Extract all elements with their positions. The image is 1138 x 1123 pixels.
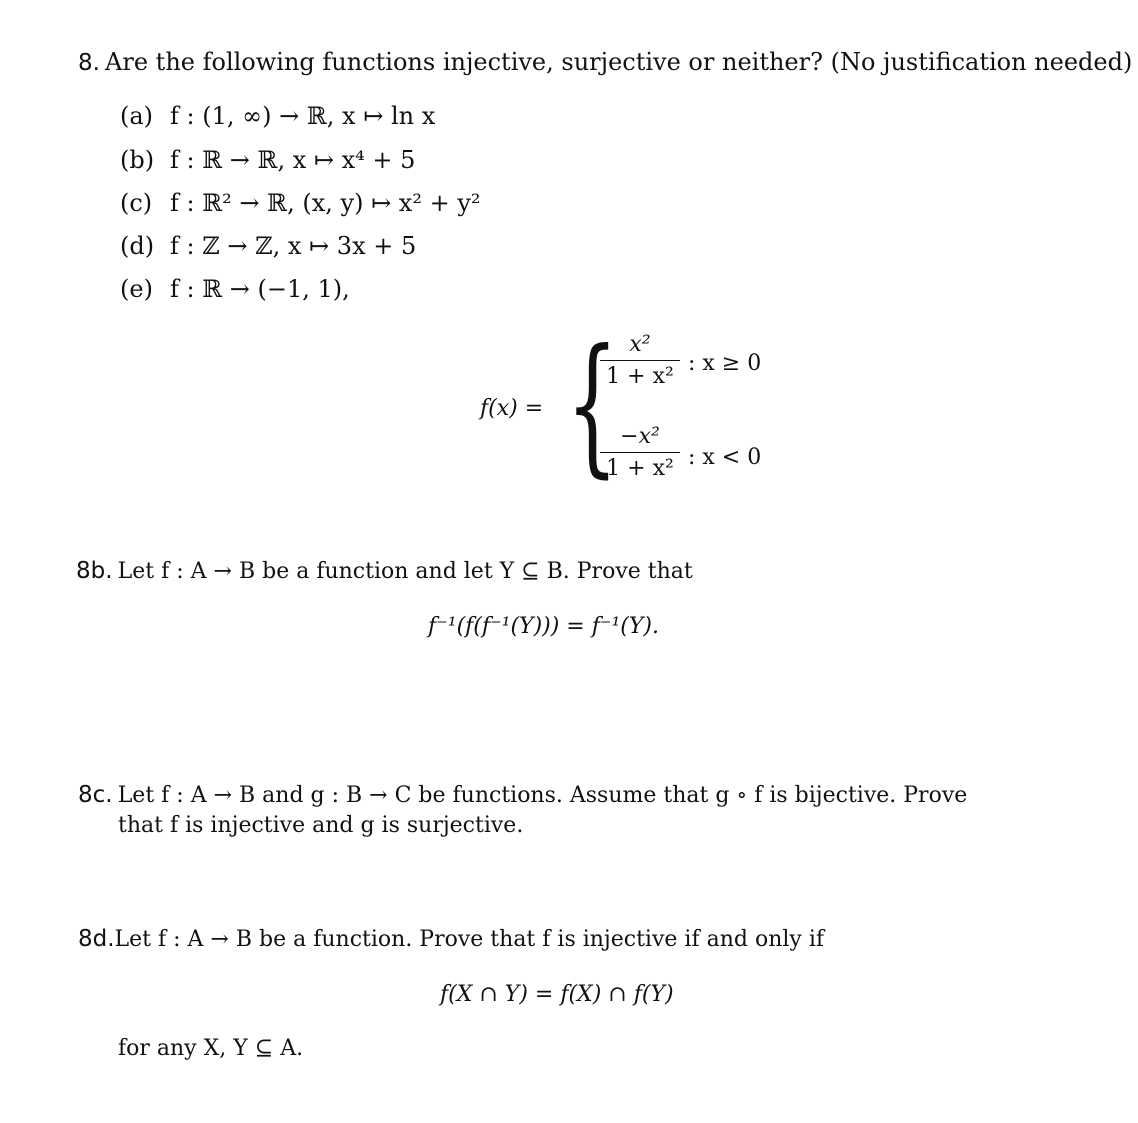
case1-fraction (600, 332, 680, 389)
question-number: 8d. (78, 926, 115, 952)
fraction-bar (600, 360, 680, 361)
question-number: 8. (78, 50, 100, 76)
case2-numerator: −x² (620, 424, 660, 449)
question-tail: for any X, Y ⊆ A. (118, 1036, 304, 1061)
item-label: (d) (120, 232, 155, 260)
case1-denominator: 1 + x² (606, 364, 674, 389)
item-formula: f : ℝ² → ℝ, (x, y) ↦ x² + y² (170, 189, 481, 217)
question-number: 8c. (78, 782, 113, 808)
question-8b (76, 558, 693, 584)
case1-condition: : x ≥ 0 (688, 351, 762, 376)
item-formula: f : (1, ∞) → ℝ, x ↦ ln x (170, 102, 436, 130)
item-label: (a) (120, 102, 154, 130)
piecewise-lhs: f(x) = (480, 396, 544, 421)
item-label: (b) (120, 146, 155, 174)
list-item (120, 275, 350, 303)
item-formula: f : ℤ → ℤ, x ↦ 3x + 5 (170, 232, 417, 260)
list-item (120, 189, 481, 217)
fraction-bar (600, 452, 680, 453)
case2-condition: : x < 0 (688, 445, 762, 470)
list-item (120, 146, 415, 174)
question-intro: Are the following functions injective, surjective or neither? (No justification needed) (105, 48, 1133, 76)
item-formula: f : ℝ → ℝ, x ↦ x⁴ + 5 (170, 146, 416, 174)
question-8d (78, 926, 824, 952)
case1-numerator: x² (629, 332, 651, 357)
question-8c (78, 782, 967, 808)
formula-8d: f(X ∩ Y) = f(X) ∩ f(Y) (440, 982, 674, 1007)
list-item (120, 232, 416, 260)
question-text-line1: Let f : A → B and g : B → C be functions. Assume that g ∘ f is bijective. Prove (117, 783, 968, 808)
list-item (120, 102, 435, 130)
item-label: (e) (120, 275, 153, 303)
question-text: Let f : A → B be a function and let Y ⊆ B. Prove that (117, 559, 693, 584)
question-text: Let f : A → B be a function. Prove that f is injective if and only if (114, 927, 824, 952)
question-8-heading (78, 48, 1132, 76)
curly-brace: { (566, 318, 619, 492)
question-number: 8b. (76, 558, 113, 584)
item-label: (c) (120, 189, 153, 217)
question-text-line2: that f is injective and g is surjective. (118, 813, 524, 838)
case2-fraction (600, 424, 680, 481)
formula-8b: f⁻¹(f(f⁻¹(Y))) = f⁻¹(Y). (428, 614, 659, 639)
item-formula: f : ℝ → (−1, 1), (170, 275, 350, 303)
case2-denominator: 1 + x² (606, 456, 674, 481)
